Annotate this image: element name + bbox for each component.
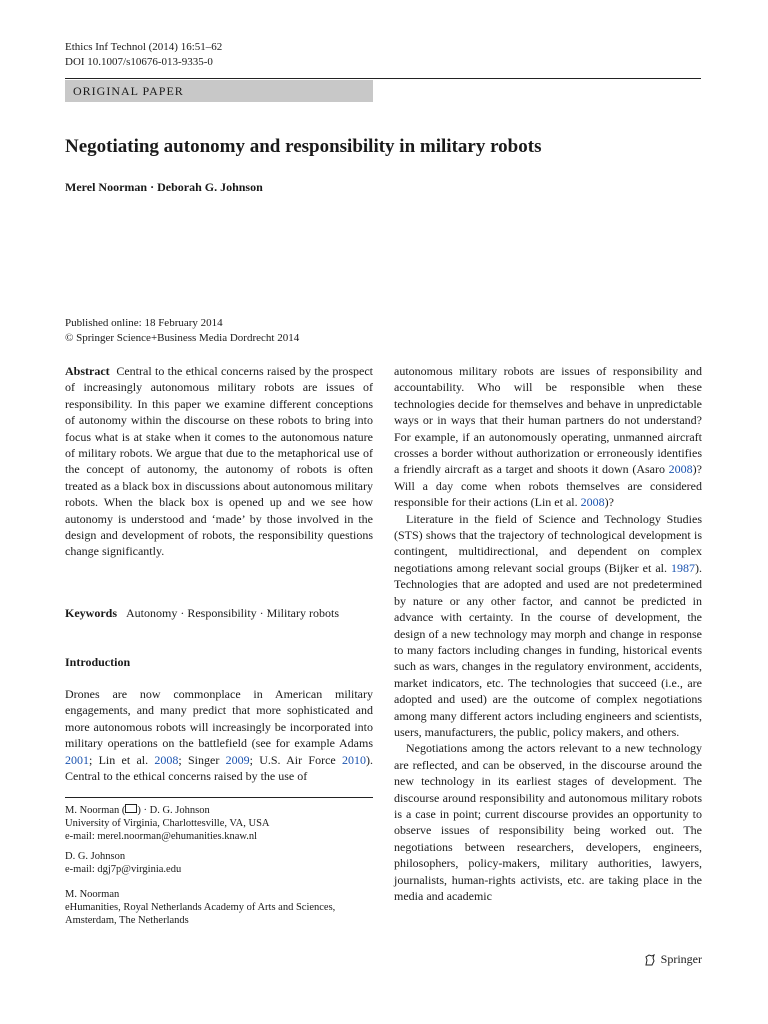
section-heading-introduction: Introduction	[65, 655, 131, 669]
citation-link[interactable]: 2001	[65, 752, 89, 767]
publisher-name: Springer	[660, 952, 702, 966]
author-affiliation-1	[65, 804, 373, 843]
citation-link[interactable]: 1987	[671, 560, 695, 575]
paragraph	[394, 363, 702, 511]
envelope-icon	[125, 804, 137, 813]
abstract-text: Central to the ethical concerns raised by the prospect of increasingly autonomous military robots are issues of responsibility. In this paper we examine different conceptions of autonomy within the discourse on these robots to bring into focus what is at stake when it comes to the autonomous nature of military robots. We argue that due to the metaphorical use of the concept of autonomy, the autonomy of robots is often treated as a black box in discussions about autonomous military robots. When the black box is opened up and we see how autonomy is understood and ‘made’ by those involved in the design and development of robots, the responsibility questions change significantly.	[65, 364, 373, 559]
footnote-rule	[65, 797, 373, 798]
citation-link[interactable]: 2008	[668, 462, 693, 477]
journal-ref: Ethics Inf Technol (2014) 16:51–62	[65, 41, 223, 53]
paper-title: Negotiating autonomy and responsibility in military robots	[65, 136, 542, 157]
author-name: M. Noorman	[65, 889, 120, 900]
text-run: ). Central to the ethical concerns raised by the use of	[65, 752, 373, 784]
author-name: M. Noorman (	[65, 805, 126, 816]
text-run: Literature in the field of Science and Technology Studies (STS) shows that the trajectory of technological development is contingent, multidirectional, and dependent on complex negotiations among relevant social groups (Bijker et al.	[394, 511, 702, 575]
author-name: D. G. Johnson	[65, 851, 126, 862]
text-run: )?	[604, 495, 614, 510]
doi[interactable]: DOI 10.1007/s10676-013-9335-0	[65, 56, 213, 68]
keywords-label: Keywords	[65, 606, 117, 620]
affiliation: eHumanities, Royal Netherlands Academy of Arts and Sciences,	[65, 902, 336, 913]
author-list: Merel Noorman · Deborah G. Johnson	[65, 180, 263, 194]
keywords-text: Autonomy · Responsibility · Military robots	[126, 606, 339, 620]
introduction-paragraph	[65, 686, 373, 784]
keywords	[65, 605, 373, 621]
text-run: autonomous military robots are issues of responsibility and accountability. Who will be responsible when these technologies decide for themselves and behave in unpredictable ways or in ways that their human partners do not understand? For example, if an autonomously operating, unmanned aircraft crosses a border without authorization or erroneously identifies a friendly aircraft as a target and shoots it down (Asaro	[394, 364, 702, 477]
author-name: ) · D. G. Johnson	[137, 805, 210, 816]
springer-horse-icon	[643, 953, 657, 967]
abstract	[65, 363, 373, 560]
publisher-logo	[643, 952, 702, 967]
article-type-banner: ORIGINAL PAPER	[65, 80, 373, 102]
text-run: ; Singer	[178, 752, 226, 767]
header-rule	[65, 78, 701, 79]
abstract-label: Abstract	[65, 364, 110, 378]
paragraph	[394, 511, 702, 741]
affiliation: Amsterdam, The Netherlands	[65, 915, 189, 926]
paragraph: Negotiations among the actors relevant to a new technology are reflected, and can be observed, in the discourse around the new technology in its earliest stages of development. The discourse around responsibility and autonomous military robots is a case in point; current discourse provides an opportunity to observe issues of responsibility being worked out. The negotiations between researchers, developers, engineers, philosophers, policy-makers, military authorities, lawyers, journalists, human-rights activists, etc. are taking place in the media and academic	[394, 741, 702, 903]
text-run: Drones are now commonplace in American military engagements, and many predict that more sophisticated and more autonomous robots will increasingly be incorporated into military operations on the battlefield (see for example Adams	[65, 687, 373, 751]
author-affiliation-3	[65, 888, 373, 927]
affiliation: University of Virginia, Charlottesville, VA, USA	[65, 818, 270, 829]
citation-link[interactable]: 2008	[154, 752, 179, 767]
citation-link[interactable]: 2009	[225, 752, 250, 767]
author-affiliation-2	[65, 850, 373, 876]
text-run: )? Will a day come when robots themselves are considered responsible for their actions (Lin et al.	[394, 462, 702, 510]
published-date: Published online: 18 February 2014	[65, 317, 223, 329]
text-run: ; U.S. Air Force	[249, 752, 342, 767]
publication-info	[65, 316, 299, 346]
text-run: ; Lin et al.	[89, 752, 155, 767]
citation-link[interactable]: 2010	[342, 752, 366, 767]
journal-citation	[65, 40, 222, 70]
copyright: © Springer Science+Business Media Dordrecht 2014	[65, 332, 300, 344]
email[interactable]: e-mail: merel.noorman@ehumanities.knaw.nl	[65, 831, 258, 842]
body-text-right	[394, 363, 702, 904]
text-run: ). Technologies that are adopted and used are not predetermined by nature or any other factor, and cannot be predicted in advance with certainty. In the course of development, the design of a new technology may morph and change in response to many factors including changes in funding, historical events such as wars, changes in the regulatory environment, accidents, market indicators, etc. The technologies that succeed (i.e., are adopted and used) are the outcome of complex negotiations among many different actors including engineers and scientists, users, manufacturers, the public, policy makers, and others.	[394, 560, 702, 739]
citation-link[interactable]: 2008	[580, 495, 605, 510]
email[interactable]: e-mail: dgj7p@virginia.edu	[65, 864, 182, 875]
